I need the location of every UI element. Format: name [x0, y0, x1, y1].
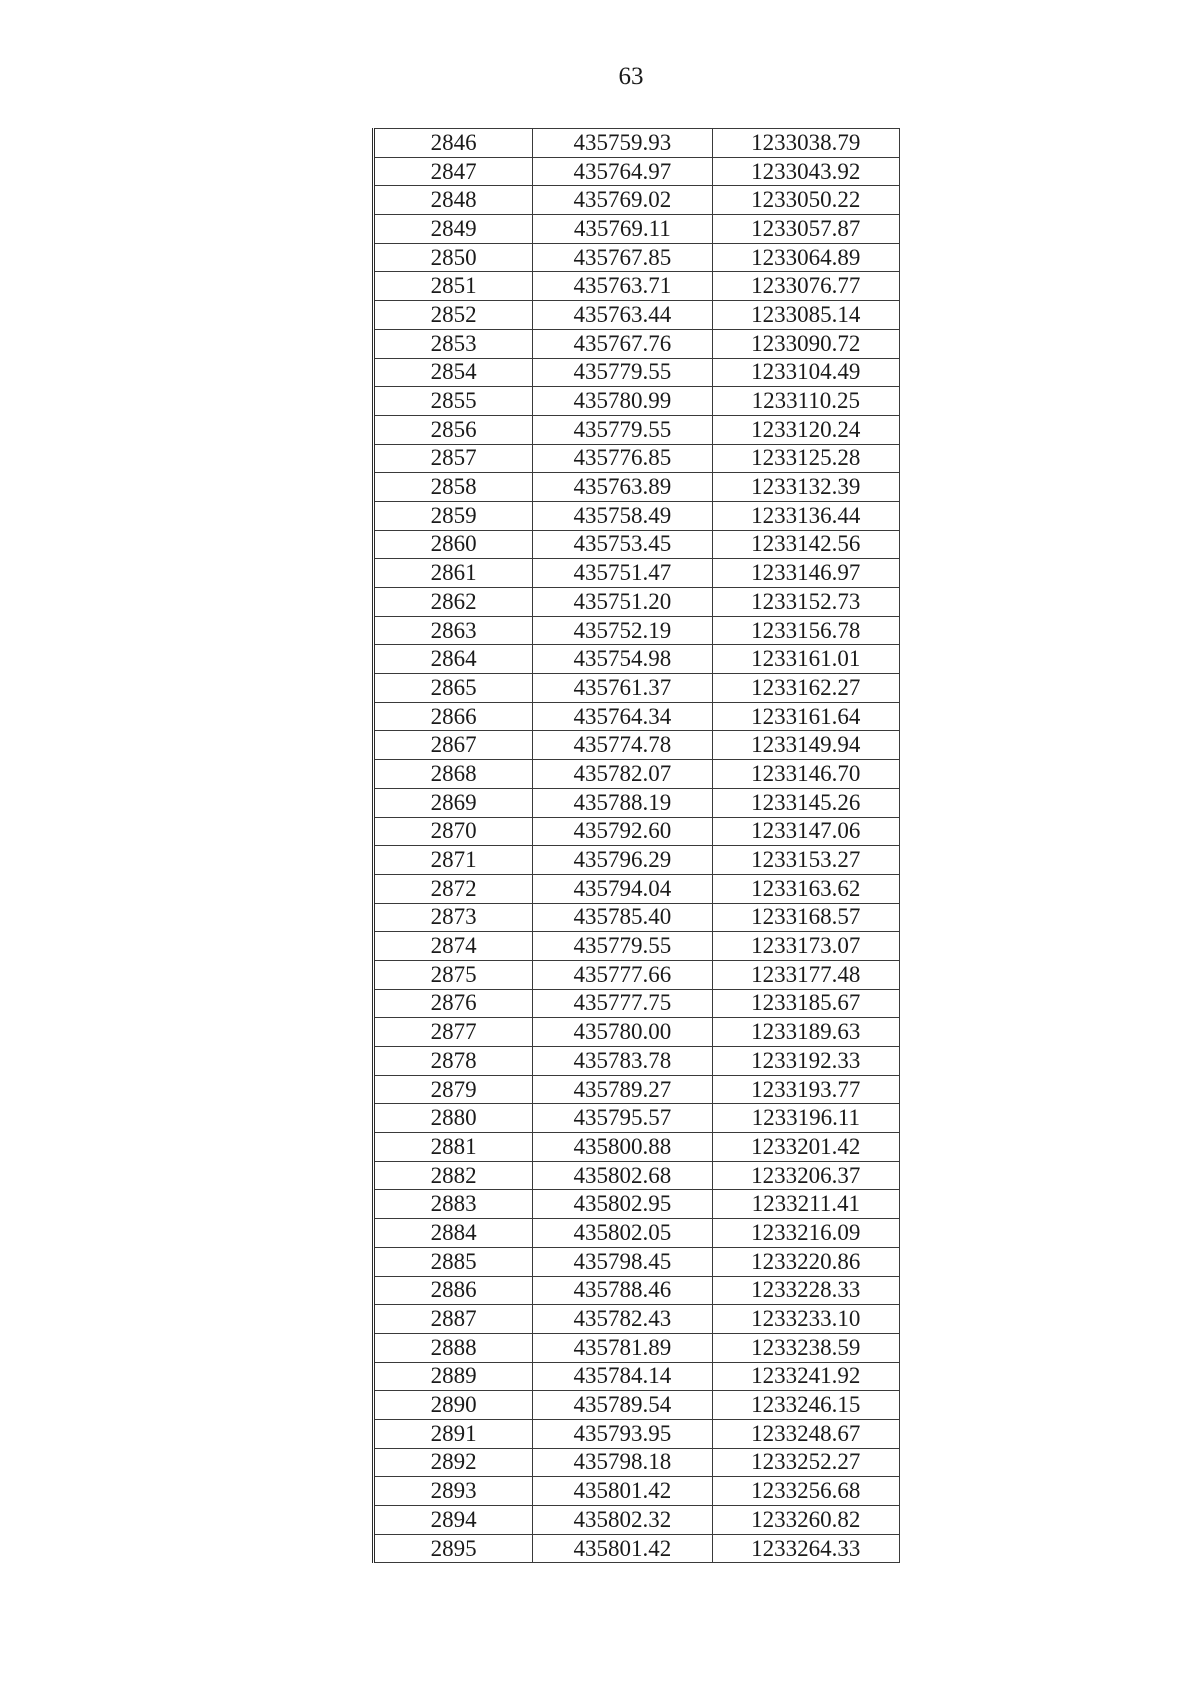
y-coordinate-cell: 1233076.77 — [712, 272, 899, 301]
y-coordinate-cell: 1233252.27 — [712, 1448, 899, 1477]
point-number-cell: 2853 — [374, 329, 533, 358]
y-coordinate-cell: 1233220.86 — [712, 1247, 899, 1276]
y-coordinate-cell: 1233161.64 — [712, 702, 899, 731]
page-number: 63 — [618, 63, 644, 90]
y-coordinate-cell: 1233168.57 — [712, 903, 899, 932]
point-number-cell: 2883 — [374, 1190, 533, 1219]
point-number-cell: 2859 — [374, 501, 533, 530]
point-number-cell: 2864 — [374, 645, 533, 674]
x-coordinate-cell: 435767.76 — [533, 329, 712, 358]
table-row — [374, 301, 900, 330]
x-coordinate-cell: 435764.34 — [533, 702, 712, 731]
point-number-cell: 2862 — [374, 588, 533, 617]
table-row — [374, 1391, 900, 1420]
table-row — [374, 760, 900, 789]
point-number-cell: 2852 — [374, 301, 533, 330]
table-row — [374, 1104, 900, 1133]
table-row — [374, 1047, 900, 1076]
point-number-cell: 2856 — [374, 415, 533, 444]
point-number-cell: 2849 — [374, 215, 533, 244]
x-coordinate-cell: 435780.00 — [533, 1018, 712, 1047]
y-coordinate-cell: 1233146.97 — [712, 559, 899, 588]
x-coordinate-cell: 435782.07 — [533, 760, 712, 789]
point-number-cell: 2850 — [374, 243, 533, 272]
table-row — [374, 874, 900, 903]
table-row — [374, 731, 900, 760]
table-row — [374, 1305, 900, 1334]
point-number-cell: 2866 — [374, 702, 533, 731]
table-row — [374, 1018, 900, 1047]
coordinates-table-body — [374, 129, 900, 1563]
point-number-cell: 2851 — [374, 272, 533, 301]
y-coordinate-cell: 1233057.87 — [712, 215, 899, 244]
table-row — [374, 415, 900, 444]
y-coordinate-cell: 1233196.11 — [712, 1104, 899, 1133]
table-row — [374, 903, 900, 932]
point-number-cell: 2892 — [374, 1448, 533, 1477]
x-coordinate-cell: 435752.19 — [533, 616, 712, 645]
y-coordinate-cell: 1233206.37 — [712, 1161, 899, 1190]
table-row — [374, 788, 900, 817]
x-coordinate-cell: 435783.78 — [533, 1047, 712, 1076]
x-coordinate-cell: 435777.75 — [533, 989, 712, 1018]
y-coordinate-cell: 1233149.94 — [712, 731, 899, 760]
x-coordinate-cell: 435796.29 — [533, 846, 712, 875]
table-row — [374, 272, 900, 301]
point-number-cell: 2882 — [374, 1161, 533, 1190]
y-coordinate-cell: 1233064.89 — [712, 243, 899, 272]
y-coordinate-cell: 1233136.44 — [712, 501, 899, 530]
x-coordinate-cell: 435784.14 — [533, 1362, 712, 1391]
y-coordinate-cell: 1233162.27 — [712, 674, 899, 703]
table-row — [374, 674, 900, 703]
table-row — [374, 215, 900, 244]
table-row — [374, 1362, 900, 1391]
table-row — [374, 1534, 900, 1563]
x-coordinate-cell: 435802.68 — [533, 1161, 712, 1190]
x-coordinate-cell: 435789.27 — [533, 1075, 712, 1104]
table-row — [374, 530, 900, 559]
point-number-cell: 2861 — [374, 559, 533, 588]
y-coordinate-cell: 1233177.48 — [712, 960, 899, 989]
x-coordinate-cell: 435753.45 — [533, 530, 712, 559]
point-number-cell: 2885 — [374, 1247, 533, 1276]
point-number-cell: 2886 — [374, 1276, 533, 1305]
y-coordinate-cell: 1233238.59 — [712, 1333, 899, 1362]
y-coordinate-cell: 1233192.33 — [712, 1047, 899, 1076]
table-row — [374, 1477, 900, 1506]
table-row — [374, 616, 900, 645]
x-coordinate-cell: 435788.46 — [533, 1276, 712, 1305]
point-number-cell: 2874 — [374, 932, 533, 961]
table-row — [374, 645, 900, 674]
y-coordinate-cell: 1233125.28 — [712, 444, 899, 473]
y-coordinate-cell: 1233104.49 — [712, 358, 899, 387]
point-number-cell: 2857 — [374, 444, 533, 473]
y-coordinate-cell: 1233185.67 — [712, 989, 899, 1018]
point-number-cell: 2871 — [374, 846, 533, 875]
table-row — [374, 1448, 900, 1477]
table-row — [374, 1419, 900, 1448]
point-number-cell: 2879 — [374, 1075, 533, 1104]
point-number-cell: 2865 — [374, 674, 533, 703]
table-row — [374, 358, 900, 387]
x-coordinate-cell: 435802.05 — [533, 1219, 712, 1248]
x-coordinate-cell: 435802.95 — [533, 1190, 712, 1219]
y-coordinate-cell: 1233264.33 — [712, 1534, 899, 1563]
y-coordinate-cell: 1233173.07 — [712, 932, 899, 961]
table-row — [374, 1219, 900, 1248]
table-row — [374, 1075, 900, 1104]
y-coordinate-cell: 1233110.25 — [712, 387, 899, 416]
x-coordinate-cell: 435794.04 — [533, 874, 712, 903]
point-number-cell: 2860 — [374, 530, 533, 559]
table-row — [374, 932, 900, 961]
x-coordinate-cell: 435779.55 — [533, 358, 712, 387]
x-coordinate-cell: 435767.85 — [533, 243, 712, 272]
x-coordinate-cell: 435777.66 — [533, 960, 712, 989]
x-coordinate-cell: 435798.18 — [533, 1448, 712, 1477]
point-number-cell: 2855 — [374, 387, 533, 416]
y-coordinate-cell: 1233146.70 — [712, 760, 899, 789]
x-coordinate-cell: 435789.54 — [533, 1391, 712, 1420]
point-number-cell: 2891 — [374, 1419, 533, 1448]
table-row — [374, 1190, 900, 1219]
table-row — [374, 588, 900, 617]
x-coordinate-cell: 435792.60 — [533, 817, 712, 846]
x-coordinate-cell: 435782.43 — [533, 1305, 712, 1334]
table-row — [374, 1506, 900, 1535]
x-coordinate-cell: 435769.11 — [533, 215, 712, 244]
x-coordinate-cell: 435776.85 — [533, 444, 712, 473]
x-coordinate-cell: 435751.20 — [533, 588, 712, 617]
table-row — [374, 846, 900, 875]
table-row — [374, 1276, 900, 1305]
x-coordinate-cell: 435802.32 — [533, 1506, 712, 1535]
point-number-cell: 2889 — [374, 1362, 533, 1391]
point-number-cell: 2887 — [374, 1305, 533, 1334]
x-coordinate-cell: 435801.42 — [533, 1534, 712, 1563]
y-coordinate-cell: 1233161.01 — [712, 645, 899, 674]
x-coordinate-cell: 435764.97 — [533, 157, 712, 186]
table-row — [374, 989, 900, 1018]
y-coordinate-cell: 1233246.15 — [712, 1391, 899, 1420]
table-row — [374, 1161, 900, 1190]
table-row — [374, 1133, 900, 1162]
point-number-cell: 2890 — [374, 1391, 533, 1420]
point-number-cell: 2858 — [374, 473, 533, 502]
point-number-cell: 2848 — [374, 186, 533, 215]
y-coordinate-cell: 1233156.78 — [712, 616, 899, 645]
y-coordinate-cell: 1233256.68 — [712, 1477, 899, 1506]
x-coordinate-cell: 435781.89 — [533, 1333, 712, 1362]
y-coordinate-cell: 1233248.67 — [712, 1419, 899, 1448]
y-coordinate-cell: 1233152.73 — [712, 588, 899, 617]
point-number-cell: 2895 — [374, 1534, 533, 1563]
x-coordinate-cell: 435779.55 — [533, 932, 712, 961]
coordinates-table — [372, 128, 900, 1563]
table-row — [374, 444, 900, 473]
x-coordinate-cell: 435769.02 — [533, 186, 712, 215]
y-coordinate-cell: 1233201.42 — [712, 1133, 899, 1162]
table-row — [374, 157, 900, 186]
y-coordinate-cell: 1233142.56 — [712, 530, 899, 559]
x-coordinate-cell: 435758.49 — [533, 501, 712, 530]
table-row — [374, 186, 900, 215]
y-coordinate-cell: 1233211.41 — [712, 1190, 899, 1219]
y-coordinate-cell: 1233085.14 — [712, 301, 899, 330]
table-row — [374, 702, 900, 731]
table-row — [374, 129, 900, 158]
point-number-cell: 2868 — [374, 760, 533, 789]
x-coordinate-cell: 435801.42 — [533, 1477, 712, 1506]
x-coordinate-cell: 435763.71 — [533, 272, 712, 301]
point-number-cell: 2870 — [374, 817, 533, 846]
point-number-cell: 2880 — [374, 1104, 533, 1133]
table-row — [374, 387, 900, 416]
point-number-cell: 2867 — [374, 731, 533, 760]
y-coordinate-cell: 1233132.39 — [712, 473, 899, 502]
y-coordinate-cell: 1233163.62 — [712, 874, 899, 903]
table-row — [374, 1333, 900, 1362]
point-number-cell: 2847 — [374, 157, 533, 186]
table-row — [374, 960, 900, 989]
table-row — [374, 501, 900, 530]
x-coordinate-cell: 435793.95 — [533, 1419, 712, 1448]
x-coordinate-cell: 435763.89 — [533, 473, 712, 502]
y-coordinate-cell: 1233260.82 — [712, 1506, 899, 1535]
y-coordinate-cell: 1233228.33 — [712, 1276, 899, 1305]
point-number-cell: 2873 — [374, 903, 533, 932]
x-coordinate-cell: 435761.37 — [533, 674, 712, 703]
point-number-cell: 2872 — [374, 874, 533, 903]
x-coordinate-cell: 435763.44 — [533, 301, 712, 330]
y-coordinate-cell: 1233189.63 — [712, 1018, 899, 1047]
x-coordinate-cell: 435780.99 — [533, 387, 712, 416]
y-coordinate-cell: 1233043.92 — [712, 157, 899, 186]
x-coordinate-cell: 435774.78 — [533, 731, 712, 760]
y-coordinate-cell: 1233090.72 — [712, 329, 899, 358]
point-number-cell: 2854 — [374, 358, 533, 387]
table-row — [374, 243, 900, 272]
x-coordinate-cell: 435751.47 — [533, 559, 712, 588]
y-coordinate-cell: 1233233.10 — [712, 1305, 899, 1334]
point-number-cell: 2877 — [374, 1018, 533, 1047]
point-number-cell: 2884 — [374, 1219, 533, 1248]
x-coordinate-cell: 435759.93 — [533, 129, 712, 158]
y-coordinate-cell: 1233241.92 — [712, 1362, 899, 1391]
x-coordinate-cell: 435798.45 — [533, 1247, 712, 1276]
table-row — [374, 1247, 900, 1276]
y-coordinate-cell: 1233050.22 — [712, 186, 899, 215]
x-coordinate-cell: 435779.55 — [533, 415, 712, 444]
x-coordinate-cell: 435754.98 — [533, 645, 712, 674]
point-number-cell: 2878 — [374, 1047, 533, 1076]
point-number-cell: 2876 — [374, 989, 533, 1018]
table-row — [374, 559, 900, 588]
y-coordinate-cell: 1233147.06 — [712, 817, 899, 846]
table-row — [374, 817, 900, 846]
y-coordinate-cell: 1233145.26 — [712, 788, 899, 817]
x-coordinate-cell: 435788.19 — [533, 788, 712, 817]
point-number-cell: 2863 — [374, 616, 533, 645]
y-coordinate-cell: 1233153.27 — [712, 846, 899, 875]
point-number-cell: 2893 — [374, 1477, 533, 1506]
point-number-cell: 2881 — [374, 1133, 533, 1162]
point-number-cell: 2875 — [374, 960, 533, 989]
y-coordinate-cell: 1233120.24 — [712, 415, 899, 444]
point-number-cell: 2894 — [374, 1506, 533, 1535]
x-coordinate-cell: 435795.57 — [533, 1104, 712, 1133]
x-coordinate-cell: 435800.88 — [533, 1133, 712, 1162]
y-coordinate-cell: 1233216.09 — [712, 1219, 899, 1248]
x-coordinate-cell: 435785.40 — [533, 903, 712, 932]
point-number-cell: 2846 — [374, 129, 533, 158]
y-coordinate-cell: 1233038.79 — [712, 129, 899, 158]
y-coordinate-cell: 1233193.77 — [712, 1075, 899, 1104]
point-number-cell: 2888 — [374, 1333, 533, 1362]
point-number-cell: 2869 — [374, 788, 533, 817]
table-row — [374, 473, 900, 502]
table-row — [374, 329, 900, 358]
